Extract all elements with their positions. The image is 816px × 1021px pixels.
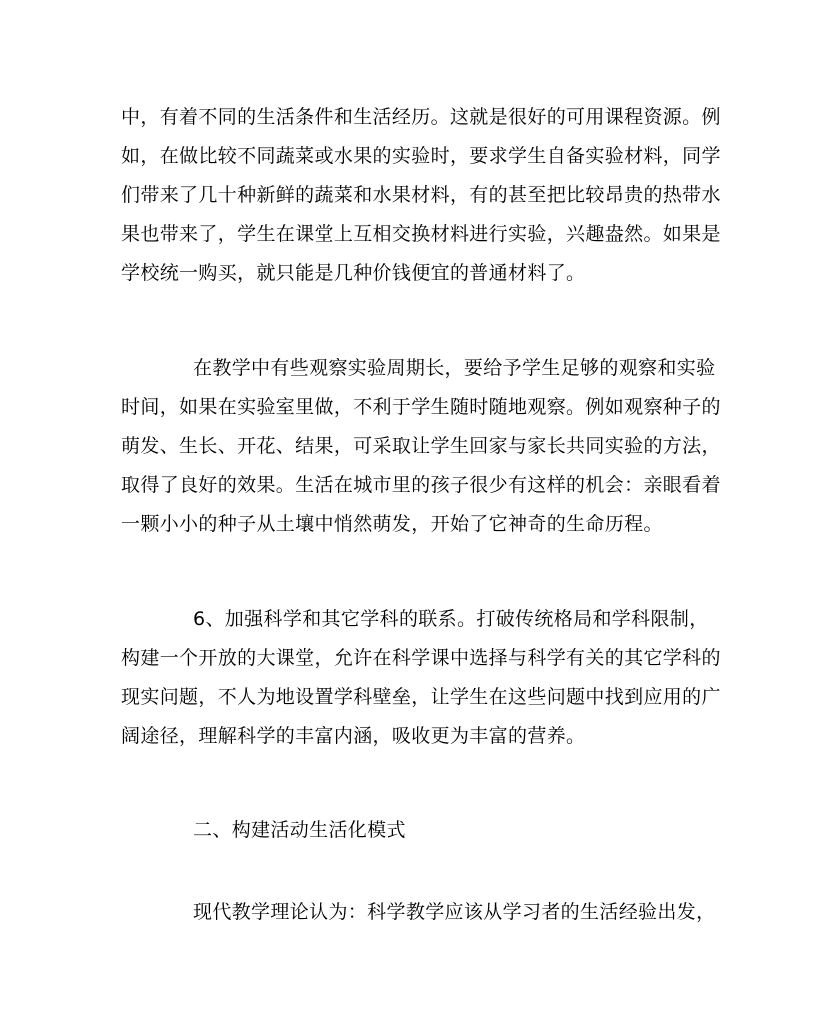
paragraph-3-line-2: 构建一个开放的大课堂，允许在科学课中选择与科学有关的其它学科的 [121, 647, 721, 669]
paragraph-2-line-1: 在教学中有些观察实验周期长，要给予学生足够的观察和实验 [193, 357, 716, 379]
paragraph-3-line-1: 6、加强科学和其它学科的联系。打破传统格局和学科限制， [193, 608, 709, 630]
paragraph-1-line-3: 们带来了几十种新鲜的蔬菜和水果材料，有的甚至把比较昂贵的热带水 [121, 184, 721, 206]
paragraph-1-line-4: 果也带来了，学生在课堂上互相交换材料进行实验，兴趣盎然。如果是 [121, 223, 721, 245]
section-heading: 二、构建活动生活化模式 [193, 819, 406, 841]
paragraph-1-line-1: 中，有着不同的生活条件和生活经历。这就是很好的可用课程资源。例 [121, 106, 721, 128]
paragraph-2-line-4: 取得了良好的效果。生活在城市里的孩子很少有这样的机会：亲眼看着 [121, 474, 721, 496]
paragraph-1-line-2: 如，在做比较不同蔬菜或水果的实验时，要求学生自备实验材料，同学 [121, 145, 721, 167]
paragraph-2-line-2: 时间，如果在实验室里做，不利于学生随时随地观察。例如观察种子的 [121, 396, 721, 418]
paragraph-4-line-1: 现代教学理论认为：科学教学应该从学习者的生活经验出发， [193, 901, 716, 923]
paragraph-2-line-3: 萌发、生长、开花、结果，可采取让学生回家与家长共同实验的方法， [121, 435, 721, 457]
paragraph-1-line-5: 学校统一购买，就只能是几种价钱便宜的普通材料了。 [121, 262, 586, 284]
paragraph-3-line-4: 阔途径，理解科学的丰富内涵，吸收更为丰富的营养。 [121, 725, 586, 747]
paragraph-3-line-3: 现实问题，不人为地设置学科壁垒，让学生在这些问题中找到应用的广 [121, 686, 721, 708]
paragraph-2-line-5: 一颗小小的种子从土壤中悄然萌发，开始了它神奇的生命历程。 [121, 513, 663, 535]
